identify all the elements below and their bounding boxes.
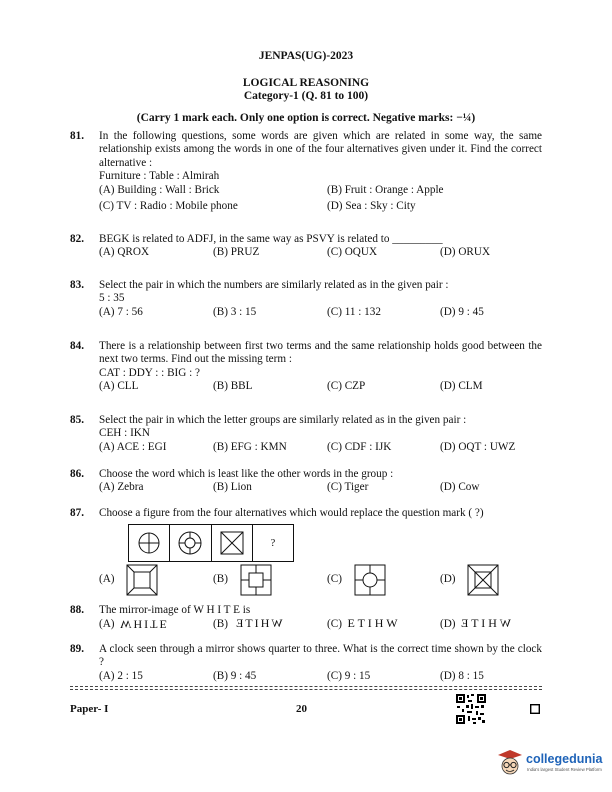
question-81 — [70, 130, 542, 214]
option-c: (C) CZP — [327, 380, 366, 393]
option-d: (D) OQT : UWZ — [440, 440, 516, 453]
question-87 — [70, 507, 542, 520]
question-text: A clock seen through a mirror shows quarter to three. What is the correct time shown by the clock ? — [99, 643, 542, 669]
option-d-glyph: W H I T E — [461, 616, 512, 631]
option-d: (D) 9 : 45 — [440, 305, 484, 318]
option-b: (B) BBL — [213, 380, 253, 393]
question-83 — [70, 279, 542, 320]
brand-tagline: India's largest Student Review Platform — [527, 767, 602, 772]
figure-1-circle-cross — [139, 533, 159, 553]
option-c: (C) 11 : 132 — [327, 305, 381, 318]
question-number: 86. — [70, 468, 84, 480]
option-c-glyph: E T I H W — [347, 616, 398, 631]
question-text: Select the pair in which the letter groups are similarly related as in the given pair : — [99, 414, 467, 426]
question-number: 85. — [70, 414, 84, 426]
option-a: (A) CLL — [99, 380, 139, 393]
section-title: LOGICAL REASONING — [242, 77, 370, 89]
option-b: (B) 3 : 15 — [213, 305, 257, 318]
brand-name: collegedunia — [526, 752, 603, 766]
question-84 — [70, 340, 542, 394]
question-text: There is a relationship between first two terms and the same relationship holds good between the next two terms. Find out the missing term : — [99, 340, 542, 366]
option-b: (B) Fruit : Orange : Apple — [327, 183, 444, 196]
question-text: The mirror-image of W H I T E is — [99, 604, 251, 616]
option-b: (B) EFG : KMN — [213, 440, 287, 453]
question-number: 82. — [70, 233, 84, 245]
question-text: Choose the word which is least like the other words in the group : — [99, 468, 394, 480]
option-c: (C) E T I H W — [327, 616, 398, 631]
option-d-label: (D) — [440, 573, 456, 585]
option-d: (D) ORUX — [440, 246, 491, 259]
option-a: (A) WHITE — [99, 617, 169, 632]
option-b: (B) WHITE — [213, 616, 283, 631]
option-d: (D) 8 : 15 — [440, 669, 484, 682]
page-marker-icon — [530, 704, 540, 714]
option-a-figure — [126, 564, 158, 596]
question-86 — [70, 468, 542, 495]
option-d: (D) CLM — [440, 380, 483, 393]
option-d: (D) W H I T E — [440, 616, 512, 631]
question-given: CAT : DDY : : BIG : ? — [99, 366, 200, 379]
option-c-figure — [354, 564, 386, 596]
question-85 — [70, 414, 542, 455]
category-title: Category-1 (Q. 81 to 100) — [243, 90, 369, 102]
option-b-glyph: WHITE — [233, 616, 283, 631]
question-88 — [70, 604, 542, 632]
question-number: 83. — [70, 279, 84, 291]
option-a: (A) ACE : EGI — [99, 440, 167, 453]
option-b-figure — [240, 564, 272, 596]
option-d: (D) Cow — [440, 481, 480, 494]
option-c: (C) CDF : IJK — [327, 440, 392, 453]
figure-sequence — [128, 524, 294, 562]
question-number: 87. — [70, 507, 84, 519]
option-b: (B) Lion — [213, 481, 252, 494]
question-given: CEH : IKN — [99, 427, 150, 440]
marking-instructions: (Carry 1 mark each. Only one option is correct. Negative marks: −¼) — [136, 112, 476, 124]
option-d-figure — [467, 564, 499, 596]
question-given: 5 : 35 — [99, 292, 125, 305]
page-number: 20 — [296, 703, 307, 715]
option-c: (C) 9 : 15 — [327, 669, 371, 682]
question-number: 84. — [70, 340, 84, 352]
question-text: Choose a figure from the four alternatives which would replace the question mark ( ?) — [99, 507, 484, 519]
option-b: (B) PRUZ — [213, 246, 260, 259]
option-a: (A) 2 : 15 — [99, 669, 143, 682]
question-given: Furniture : Table : Almirah — [99, 170, 220, 183]
option-c: (C) TV : Radio : Mobile phone — [99, 199, 238, 212]
option-a-label: (A) — [99, 573, 115, 585]
question-text: BEGK is related to ADFJ, in the same way as PSVY is related to _________ — [99, 233, 443, 245]
option-c: (C) Tiger — [327, 481, 369, 494]
option-a: (A) Zebra — [99, 481, 144, 494]
question-82 — [70, 233, 542, 260]
option-a: (A) QROX — [99, 246, 150, 259]
question-mark: ? — [270, 538, 276, 549]
option-a: (A) 7 : 56 — [99, 305, 143, 318]
question-text: Select the pair in which the numbers are similarly related as in the given pair : — [99, 279, 449, 291]
question-number: 88. — [70, 604, 84, 616]
qr-code-icon — [456, 694, 486, 724]
collegedunia-logo-icon — [496, 747, 524, 777]
question-number: 89. — [70, 643, 84, 655]
option-c-label: (C) — [327, 573, 342, 585]
option-b: (B) 9 : 45 — [213, 669, 257, 682]
question-text: In the following questions, some words are given which are related in some way, the same relationship exists among the words in one of the four alternatives given under it. Find the correct alternative : — [99, 130, 542, 169]
exam-title: JENPAS(UG)-2023 — [258, 50, 354, 62]
option-c: (C) OQUX — [327, 246, 378, 259]
option-d: (D) Sea : Sky : City — [327, 199, 416, 212]
option-a: (A) Building : Wall : Brick — [99, 183, 220, 196]
footer-divider — [70, 689, 542, 690]
paper-label: Paper- I — [70, 703, 109, 715]
option-a-glyph: WHITE — [120, 617, 169, 632]
question-89 — [70, 643, 542, 684]
question-number: 81. — [70, 130, 84, 142]
option-b-label: (B) — [213, 573, 228, 585]
footer-divider — [70, 686, 542, 687]
